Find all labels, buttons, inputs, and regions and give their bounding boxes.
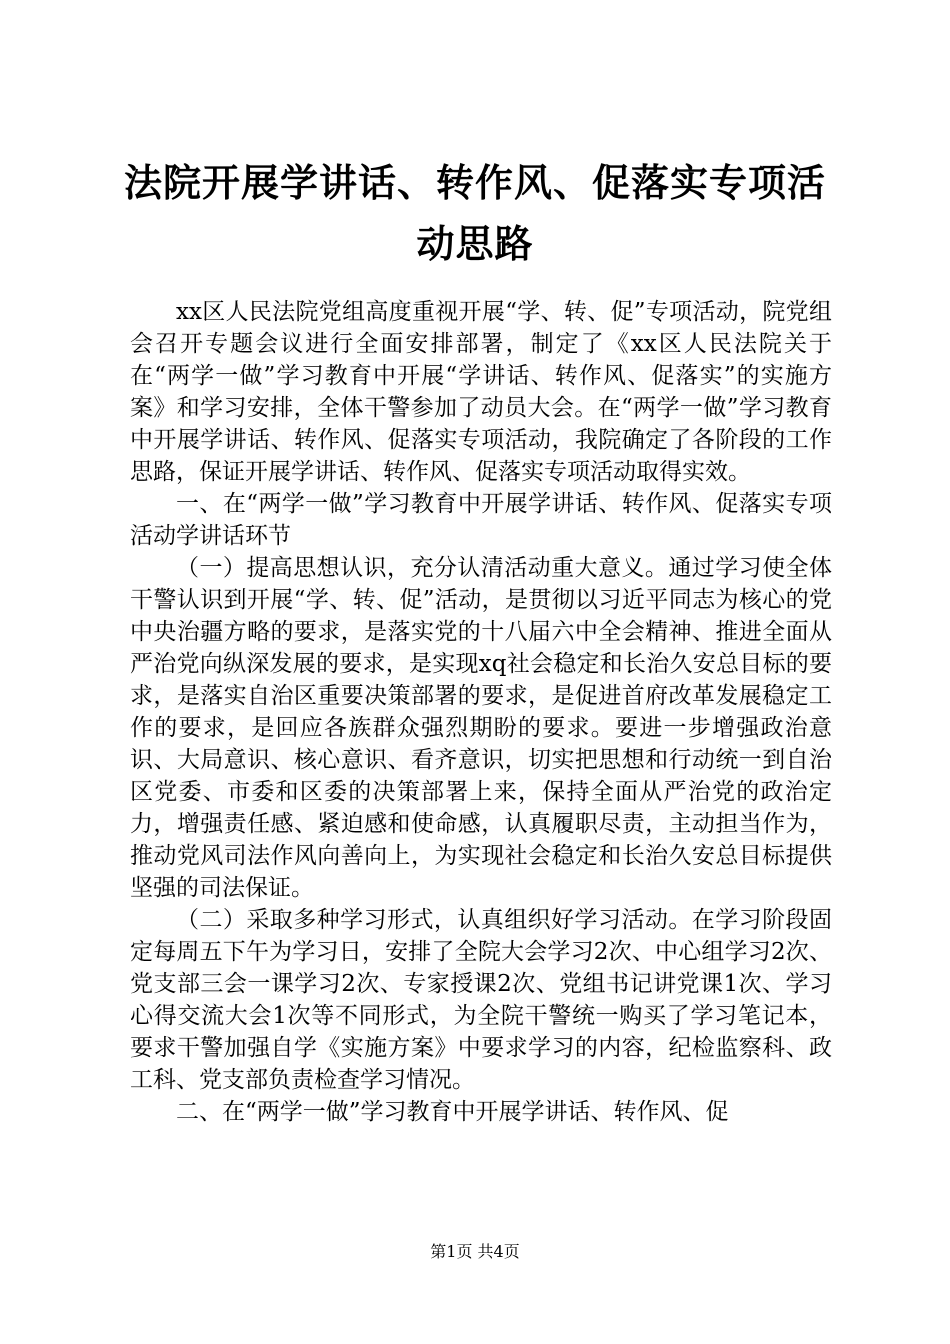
paragraph-intro: xx区人民法院党组高度重视开展“学、转、促”专项活动，院党组会召开专题会议进行全面安排部署，制定了《xx区人民法院关于在“两学一做”学习教育中开展“学讲话、转作风、促落实”的实施方案》和学习安排，全体干警参加了动员大会。在“两学一做”学习教育中开展学讲话、转作风、促落实专项活动，我院确定了各阶段的工作思路，保证开展学讲话、转作风、促落实专项活动取得实效。 — [130, 299, 832, 485]
document-title: 法院开展学讲话、转作风、促落实专项活动思路 — [123, 160, 826, 266]
paragraph-subsection-1: （一）提高思想认识，充分认清活动重大意义。通过学习使全体干警认识到开展“学、转、促”活动，是贯彻以习近平同志为核心的党中央治疆方略的要求，是落实党的十八届六中全会精神、推进全面从严治党向纵深发展的要求，是实现xq社会稳定和长治久安总目标的要求，是落实自治区重要决策部署的要求，是促进首府改革发展稳定工作的要求，是回应各族群众强烈期盼的要求。要进一步增强政治意识、大局意识、核心意识、看齐意识，切实把思想和行动统一到自治区党委、市委和区委的决策部署上来，保持全面从严治党的政治定力，增强责任感、紧迫感和使命感，认真履职尽责，主动担当作为，推动党风司法作风向善向上，为实现社会稳定和长治久安总目标提供坚强的司法保证。 — [130, 555, 832, 901]
section-heading-1: 一、在“两学一做”学习教育中开展学讲话、转作风、促落实专项活动学讲话环节 — [130, 491, 832, 549]
paragraph-subsection-2: （二）采取多种学习形式，认真组织好学习活动。在学习阶段固定每周五下午为学习日，安排了全院大会学习2次、中心组学习2次、党支部三会一课学习2次、专家授课2次、党组书记讲党课1次、学习心得交流大会1次等不同形式，为全院干警统一购买了学习笔记本，要求干警加强自学《实施方案》中要求学习的内容，纪检监察科、政工科、党支部负责检查学习情况。 — [130, 907, 832, 1093]
page-footer: 第1页 共4页 — [430, 1242, 520, 1261]
section-heading-2: 二、在“两学一做”学习教育中开展学讲话、转作风、促 — [176, 1099, 729, 1125]
document-body — [130, 296, 832, 1128]
